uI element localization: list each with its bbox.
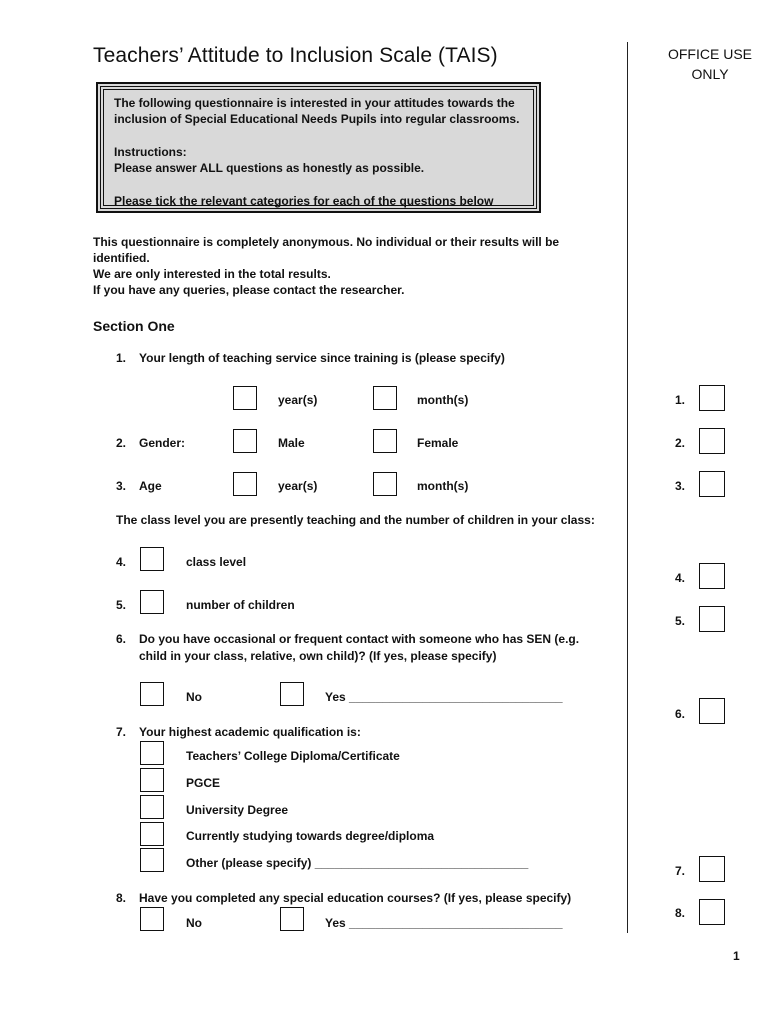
q7-option-2-checkbox[interactable] — [140, 768, 164, 792]
q4-number: 4. — [116, 555, 127, 569]
q5-label: number of children — [186, 598, 295, 612]
q6-line-1: Do you have occasional or frequent contact with someone who has SEN (e.g. — [139, 632, 580, 646]
anon-line-2: identified. — [93, 251, 150, 265]
q7-option-4-checkbox[interactable] — [140, 822, 164, 846]
intro-line-2: inclusion of Special Educational Needs Pupils into regular classrooms. — [114, 112, 520, 126]
instructions-text — [114, 160, 424, 176]
anon-line-3: We are only interested in the total results. — [93, 267, 331, 281]
q7-option-1-label: Teachers’ College Diploma/Certificate — [186, 749, 400, 763]
q2-female-label: Female — [417, 436, 459, 450]
q1-years-label: year(s) — [278, 393, 318, 407]
office-num-6: 6. — [675, 707, 686, 721]
q2-female-checkbox[interactable] — [373, 429, 397, 453]
office-box-8[interactable] — [699, 899, 725, 925]
section-title: Section One — [93, 318, 175, 334]
anon-line-4: If you have any queries, please contact the researcher. — [93, 283, 405, 297]
office-box-1[interactable] — [699, 385, 725, 411]
q2-text: Gender: — [139, 436, 186, 450]
q3-months-label: month(s) — [417, 479, 469, 493]
q5-number: 5. — [116, 598, 127, 612]
class-intro: The class level you are presently teaching and the number of children in your class: — [116, 513, 595, 527]
q3-months-checkbox[interactable] — [373, 472, 397, 496]
q8-yes-checkbox[interactable] — [280, 907, 304, 931]
q7-option-5-label: Other (please specify) ________________________________ — [186, 856, 529, 870]
q6-number: 6. — [116, 632, 127, 646]
q3-text: Age — [139, 479, 162, 493]
anon-line-1: This questionnaire is completely anonymous. No individual or their results will be — [93, 235, 560, 249]
q3-years-label: year(s) — [278, 479, 318, 493]
tick-instruction: Please tick the relevant categories for each of the questions below — [114, 194, 494, 208]
q6-no-checkbox[interactable] — [140, 682, 164, 706]
q5-checkbox[interactable] — [140, 590, 164, 614]
q8-no-label: No — [186, 916, 202, 930]
instructions-pre: Please answer — [114, 161, 200, 175]
q7-option-3-label: University Degree — [186, 803, 289, 817]
q6-yes-checkbox[interactable] — [280, 682, 304, 706]
q2-male-checkbox[interactable] — [233, 429, 257, 453]
anonymity-notice — [93, 234, 559, 298]
office-box-6[interactable] — [699, 698, 725, 724]
q1-number: 1. — [116, 351, 127, 365]
q1-years-checkbox[interactable] — [233, 386, 257, 410]
office-num-7: 7. — [675, 864, 686, 878]
office-box-3[interactable] — [699, 471, 725, 497]
q4-checkbox[interactable] — [140, 547, 164, 571]
q1-months-checkbox[interactable] — [373, 386, 397, 410]
page-number: 1 — [733, 949, 740, 963]
office-use-line2: ONLY — [691, 66, 729, 82]
office-use-heading — [640, 44, 768, 84]
q8-text: Have you completed any special education courses? (If yes, please specify) — [139, 891, 572, 905]
q7-option-4-label: Currently studying towards degree/diploma — [186, 829, 435, 843]
q7-number: 7. — [116, 725, 127, 739]
q6-line-2: child in your class, relative, own child)? (If yes, please specify) — [139, 649, 497, 663]
instructions-label: Instructions: — [114, 145, 187, 159]
q7-option-5-checkbox[interactable] — [140, 848, 164, 872]
document-title: Teachers’ Attitude to Inclusion Scale (TAIS) — [93, 44, 498, 67]
q1-text: Your length of teaching service since training is (please specify) — [139, 351, 505, 365]
office-use-line1: OFFICE USE — [667, 46, 752, 62]
instructions-post: questions as honestly as possible. — [222, 161, 425, 175]
office-num-4: 4. — [675, 571, 686, 585]
office-num-2: 2. — [675, 436, 686, 450]
q2-male-label: Male — [278, 436, 305, 450]
q6-yes-label: Yes ________________________________ — [325, 690, 563, 704]
office-num-8: 8. — [675, 906, 686, 920]
q8-yes-label: Yes ________________________________ — [325, 916, 563, 930]
q3-years-checkbox[interactable] — [233, 472, 257, 496]
q8-number: 8. — [116, 891, 127, 905]
q8-no-checkbox[interactable] — [140, 907, 164, 931]
q7-text: Your highest academic qualification is: — [139, 725, 361, 739]
office-num-5: 5. — [675, 614, 686, 628]
q7-option-3-checkbox[interactable] — [140, 795, 164, 819]
office-box-4[interactable] — [699, 563, 725, 589]
office-num-1: 1. — [675, 393, 686, 407]
instructions-all: ALL — [199, 161, 223, 175]
q7-option-2-label: PGCE — [186, 776, 221, 790]
q4-label: class level — [186, 555, 247, 569]
q7-option-1-checkbox[interactable] — [140, 741, 164, 765]
office-box-7[interactable] — [699, 856, 725, 882]
intro-line-1: The following questionnaire is interested in your attitudes towards the — [114, 96, 515, 110]
office-num-3: 3. — [675, 479, 686, 493]
office-column-divider — [627, 42, 628, 933]
office-box-5[interactable] — [699, 606, 725, 632]
q6-no-label: No — [186, 690, 202, 704]
q2-number: 2. — [116, 436, 127, 450]
q1-months-label: month(s) — [417, 393, 469, 407]
office-box-2[interactable] — [699, 428, 725, 454]
q3-number: 3. — [116, 479, 127, 493]
